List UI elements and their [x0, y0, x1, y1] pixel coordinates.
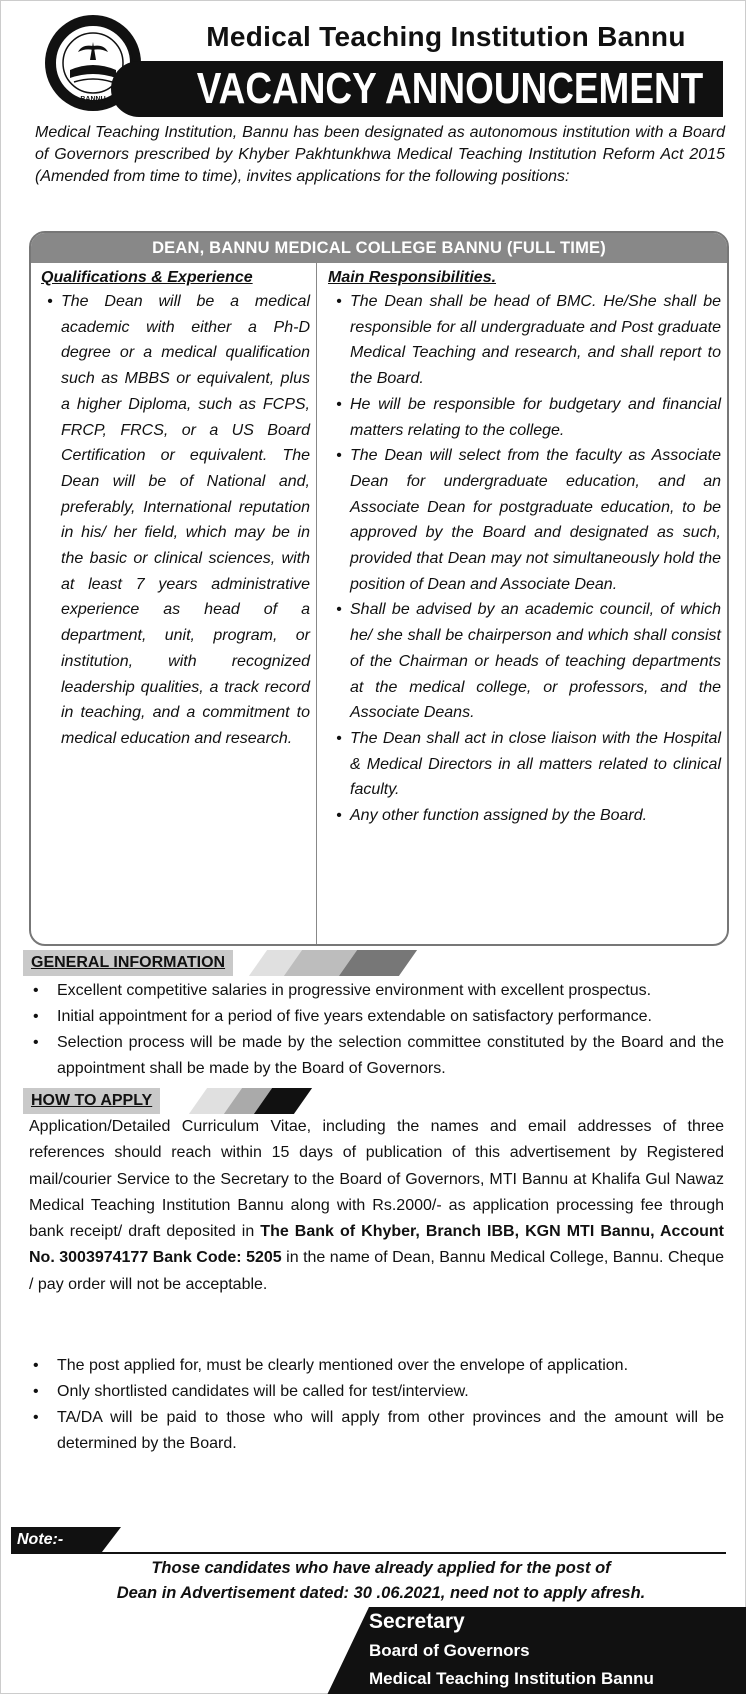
signature-institution: Medical Teaching Institution Bannu: [369, 1669, 654, 1688]
position-header: DEAN, BANNU MEDICAL COLLEGE BANNU (FULL TIME): [31, 233, 727, 263]
responsibility-text: The Dean shall be head of BMC. He/She shall be responsible for all undergraduate and Post graduate Medical Teaching and research, and shall report to the Board.: [350, 293, 721, 388]
note-label: Note:-: [17, 1531, 64, 1548]
list-item: [328, 392, 721, 443]
list-item: [328, 289, 721, 392]
general-info-text: Initial appointment for a period of five years extendable on satisfactory performance.: [57, 1008, 652, 1025]
bank-details: The Bank of Khyber, Branch IBB, KGN MTI Bannu, Account No. 3003974177 Bank Code: 5205: [29, 1223, 724, 1267]
apply-text: in the name of Dean, Bannu Medical College, Bannu. Cheque / pay order will not be acceptable.: [29, 1249, 724, 1293]
responsibility-text: The Dean will select from the faculty as Associate Dean for undergraduate education, and an Associate Dean for postgraduate education, to be approved by the Board and designated as such, provided that Dean may not simultaneously hold the position of Dean and Associate Dean.: [350, 447, 721, 593]
how-to-apply-header: [23, 1088, 323, 1114]
qualification-text: The Dean will be a medical academic with either a Ph-D degree or a medical qualification such as MBBS or equivalent, plus a higher Diploma, such as FCPS, FRCP, FRCS, or a US Board Certification or equivalent. The Dean will be of National and, preferably, International reputation in his/ her field, which may be in the basic or clinical sciences, with at least 7 years administrative experience as head of a department, unit, program, or institution, with recognized leadership qualities, a track record in teaching, and a commitment to medical education and research.: [61, 293, 310, 747]
note-text: [51, 1556, 711, 1606]
apply-instruction-text: TA/DA will be paid to those who will apply from other provinces and the amount will be determined by the Board.: [57, 1409, 724, 1452]
apply-instruction-text: Only shortlisted candidates will be called for test/interview.: [57, 1383, 469, 1400]
bullet-icon: •: [336, 395, 342, 413]
list-item: [29, 1004, 724, 1030]
signature-board: Board of Governors: [369, 1641, 530, 1660]
bullet-icon: •: [336, 293, 342, 310]
responsibility-text: Shall be advised by an academic council, of which he/ she shall be chairperson and which shall consist of the Chairman or heads of teaching departments at the medical college, or professors, and the Associate Deans.: [350, 601, 721, 722]
vacancy-banner: VACANCY ANNOUNCEMENT: [196, 64, 704, 113]
bullet-icon: •: [336, 807, 342, 825]
bullet-icon: •: [33, 982, 39, 999]
qualifications-column: [31, 263, 317, 944]
general-info-header: [23, 950, 423, 976]
apply-instruction-text: The post applied for, must be clearly mentioned over the envelope of application.: [57, 1357, 629, 1374]
responsibilities-heading: Main Responsibilities.: [328, 269, 497, 286]
list-item: [39, 289, 310, 752]
responsibility-text: He will be responsible for budgetary and financial matters relating to the college.: [350, 395, 721, 439]
bullet-icon: •: [47, 293, 53, 310]
dean-position-box: [29, 231, 729, 946]
apply-list: [29, 1353, 724, 1457]
note-line-2: Dean in Advertisement dated: 30 .06.2021, need not to apply afresh.: [116, 1584, 646, 1602]
bullet-icon: •: [33, 1409, 39, 1426]
responsibility-text: The Dean shall act in close liaison with the Hospital & Medical Directors in all matters related to clinical faculty.: [350, 729, 721, 799]
bullet-icon: •: [336, 447, 342, 465]
seal-caption: BANNU: [80, 96, 106, 103]
list-item: [328, 803, 721, 829]
responsibilities-column: [318, 263, 729, 944]
bullet-icon: •: [33, 1357, 39, 1374]
bullet-icon: •: [336, 729, 342, 747]
bullet-icon: •: [33, 1008, 39, 1025]
responsibility-text: Any other function assigned by the Board.: [350, 807, 648, 825]
signature-title: Secretary: [369, 1610, 465, 1633]
how-to-apply-heading: HOW TO APPLY: [23, 1088, 160, 1114]
list-item: [29, 1353, 724, 1379]
list-item: [29, 1405, 724, 1457]
general-info-text: Selection process will be made by the selection committee constituted by the Board and the appointment shall be made by the Board of Governors.: [57, 1034, 724, 1077]
general-info-list: [29, 978, 724, 1082]
institution-title: Medical Teaching Institution Bannu: [206, 21, 686, 52]
list-item: [328, 726, 721, 803]
bullet-icon: •: [33, 1383, 39, 1400]
general-info-heading: GENERAL INFORMATION: [23, 950, 233, 976]
list-item: [29, 978, 724, 1004]
qualifications-heading: Qualifications & Experience: [41, 269, 253, 286]
bullet-icon: •: [336, 601, 342, 619]
list-item: [29, 1030, 724, 1082]
list-item: [29, 1379, 724, 1405]
list-item: [328, 443, 721, 597]
general-info-text: Excellent competitive salaries in progressive environment with excellent prospectus.: [57, 982, 652, 999]
intro-paragraph: Medical Teaching Institution, Bannu has been designated as autonomous institution with a Board of Governors prescribed by Khyber Pakhtunkhwa Medical Teaching Institution Reform Act 2015 (Amended from time to time), invites applications for the following positions:: [35, 124, 725, 185]
signature-block: [369, 1607, 654, 1693]
list-item: [328, 597, 721, 726]
apply-text: Application/Detailed Curriculum Vitae, including the names and email addresses of three references should reach within 15 days of publication of this advertisement by Registered mail/courier Service to the Secretary to the Board of Governors, MTI Bannu at Khalifa Gul Nawaz Medical Teaching Institution Bannu along with Rs.2000/- as application processing fee through bank receipt/ draft deposited in: [29, 1118, 724, 1241]
note-line-1: Those candidates who have already applied for the post of: [151, 1559, 611, 1577]
note-divider: [11, 1552, 726, 1554]
apply-paragraph: [29, 1114, 724, 1298]
bullet-icon: •: [33, 1034, 39, 1051]
